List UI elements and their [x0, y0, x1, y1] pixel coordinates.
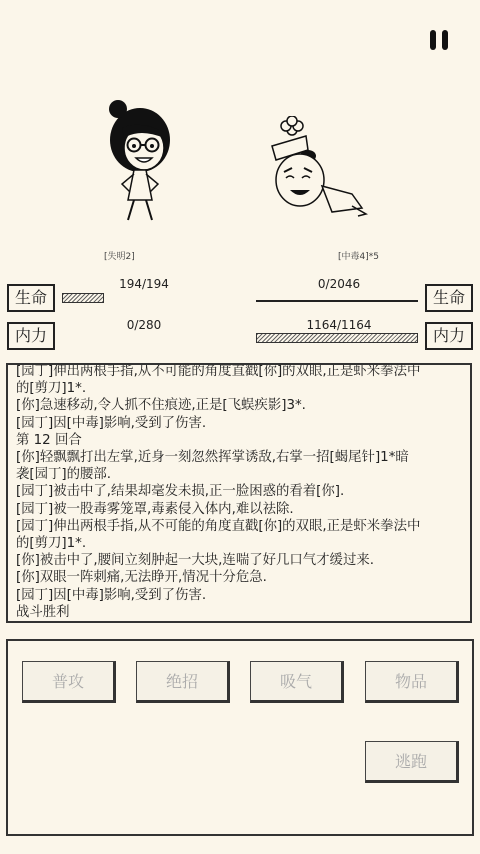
enemy-mp-value: 1164/1164: [306, 318, 372, 332]
log-line: [你]轻飘飘打出左掌,近身一刻忽然挥掌诱敌,右掌一招[蝎尾针]1*暗: [16, 450, 409, 466]
enemy-mp-bar: [256, 333, 418, 343]
pause-bar: [430, 30, 436, 50]
skill-button[interactable]: 绝招: [136, 661, 230, 703]
log-line: [园丁]因[中毒]影响,受到了伤害.: [16, 415, 207, 431]
action-panel: [6, 639, 474, 836]
breathe-button[interactable]: 吸气: [250, 661, 344, 703]
attack-button[interactable]: 普攻: [22, 661, 116, 703]
log-line: [你]双眼一阵刺痛,无法睁开,情况十分危急.: [16, 570, 267, 586]
log-line: 战斗胜利: [16, 604, 70, 620]
player-hp-bar: [62, 293, 104, 303]
player-hp-value: 194/194: [119, 277, 169, 291]
pause-bar: [442, 30, 448, 50]
log-line: 第 12 回合: [16, 432, 82, 448]
player-hp-label: 生命: [7, 284, 55, 312]
log-line: [园丁]因[中毒]影响,受到了伤害.: [16, 587, 207, 603]
log-line: 的[剪刀]1*.: [16, 381, 87, 397]
enemy-status-effect: [中毒4]*5: [338, 252, 379, 262]
flee-button[interactable]: 逃跑: [365, 741, 459, 783]
enemy-hp-label: 生命: [425, 284, 473, 312]
log-line: [园丁]伸出两根手指,从不可能的角度直戳[你]的双眼,正是虾米拳法中: [16, 518, 421, 534]
player-mp-label: 内力: [7, 322, 55, 350]
log-line: [你]被击中了,腰间立刻肿起一大块,连喘了好几口气才缓过来.: [16, 553, 374, 569]
log-line: [园丁]被击中了,结果却毫发未损,正一脸困惑的看着[你].: [16, 484, 345, 500]
enemy-mp-label: 内力: [425, 322, 473, 350]
log-line: [你]急速移动,令人抓不住痕迹,正是[飞蜈疾影]3*.: [16, 398, 306, 414]
log-line: [园丁]伸出两根手指,从不可能的角度直戳[你]的双眼,正是虾米拳法中: [16, 364, 421, 379]
enemy-hp-bar: [256, 300, 418, 302]
log-line: 的[剪刀]1*.: [16, 536, 87, 552]
player-status-effect: [失明2]: [104, 252, 135, 262]
log-line: 袭[园丁]的腰部.: [16, 467, 112, 483]
battle-log-lines: [16, 363, 464, 621]
items-button[interactable]: 物品: [365, 661, 459, 703]
log-line: [园丁]被一股毒雾笼罩,毒素侵入体内,难以祛除.: [16, 501, 294, 517]
player-character: [88, 92, 188, 224]
pause-button[interactable]: [430, 30, 450, 52]
player-mp-value: 0/280: [126, 318, 162, 332]
enemy-hp-value: 0/2046: [317, 277, 361, 291]
enemy-character: [262, 116, 372, 226]
battle-log[interactable]: [6, 363, 472, 623]
